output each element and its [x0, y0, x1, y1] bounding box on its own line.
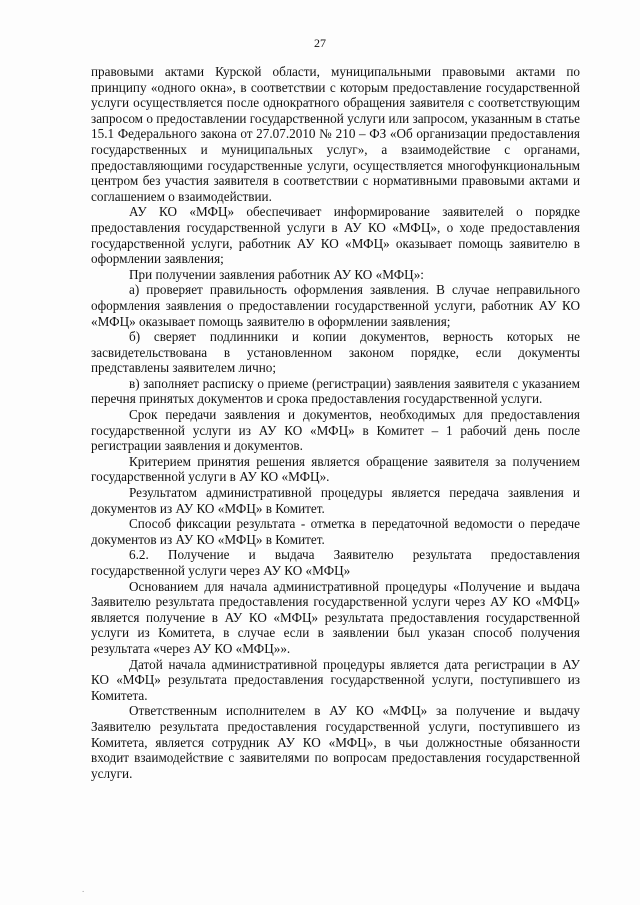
page-number: 27: [314, 36, 326, 50]
paragraph: Результатом административной процедуры является передача заявления и документов из АУ КО «МФЦ» в Комитет.: [91, 485, 580, 516]
paragraph: а) проверяет правильность оформления заявления. В случае неправильного оформления заявления о предоставлении государственной услуги, работник АУ КО «МФЦ» оказывает помощь заявителю в оформлении заявления;: [91, 282, 580, 329]
paragraph: Основанием для начала административной процедуры «Получение и выдача Заявителю результата предоставления государственной услуги через АУ КО «МФЦ» является получение в АУ КО «МФЦ» результата предоставления государственной услуги из Комитета, в случае если в заявлении был указан способ получения результата «через АУ КО «МФЦ»».: [91, 578, 580, 656]
document-body: [91, 64, 580, 781]
paragraph: АУ КО «МФЦ» обеспечивает информирование заявителей о порядке предоставления государственной услуги в АУ КО «МФЦ», о ходе предоставления государственной услуги, работник АУ КО «МФЦ» оказывает помощь заявителю в оформлении заявления;: [91, 204, 580, 267]
scan-mark: .: [82, 884, 85, 894]
paragraph: Датой начала административной процедуры является дата регистрации в АУ КО «МФЦ» результата предоставления государственной услуги, поступившего из Комитета.: [91, 656, 580, 703]
paragraph: правовыми актами Курской области, муниципальными правовыми актами по принципу «одного окна», в соответствии с которым предоставление государственной услуги осуществляется после однократного обращения заявителя с соответствующим запросом о предоставлении государственной услуги или запросом, указанным в статье 15.1 Федерального закона от 27.07.2010 № 210 – ФЗ «Об организации предоставления государственных и муниципальных услуг», а взаимодействие с органами, предоставляющими государственные услуги, осуществляется многофункциональным центром без участия заявителя в соответствии с нормативными правовыми актами и соглашением о взаимодействии.: [91, 64, 580, 204]
paragraph: Критерием принятия решения является обращение заявителя за получением государственной услуги в АУ КО «МФЦ».: [91, 453, 580, 485]
paragraph: в) заполняет расписку о приеме (регистрации) заявления заявителя с указанием перечня принятых документов и срока предоставления государственной услуги.: [91, 375, 580, 407]
paragraph: При получении заявления работник АУ КО «МФЦ»:: [129, 266, 424, 282]
paragraph: Способ фиксации результата - отметка в передаточной ведомости о передаче документов из АУ КО «МФЦ» в Комитет.: [91, 516, 580, 547]
paragraph: 6.2. Получение и выдача Заявителю результата предоставления государственной услуги через АУ КО «МФЦ»: [91, 547, 580, 578]
paragraph: Срок передачи заявления и документов, необходимых для предоставления государственной услуги из АУ КО «МФЦ» в Комитет – 1 рабочий день после регистрации заявления и документов.: [91, 407, 580, 454]
paragraph: б) сверяет подлинники и копии документов, верность которых не засвидетельствована в установленном законом порядке, если документы представлены заявителем лично;: [91, 329, 580, 376]
paragraph: Ответственным исполнителем в АУ КО «МФЦ» за получение и выдачу Заявителю результата предоставления государственной услуги, поступившего из Комитета, является сотрудник АУ КО «МФЦ», в чьи должностные обязанности входит взаимодействие с заявителями по вопросам предоставления государственной услуги.: [91, 703, 580, 781]
